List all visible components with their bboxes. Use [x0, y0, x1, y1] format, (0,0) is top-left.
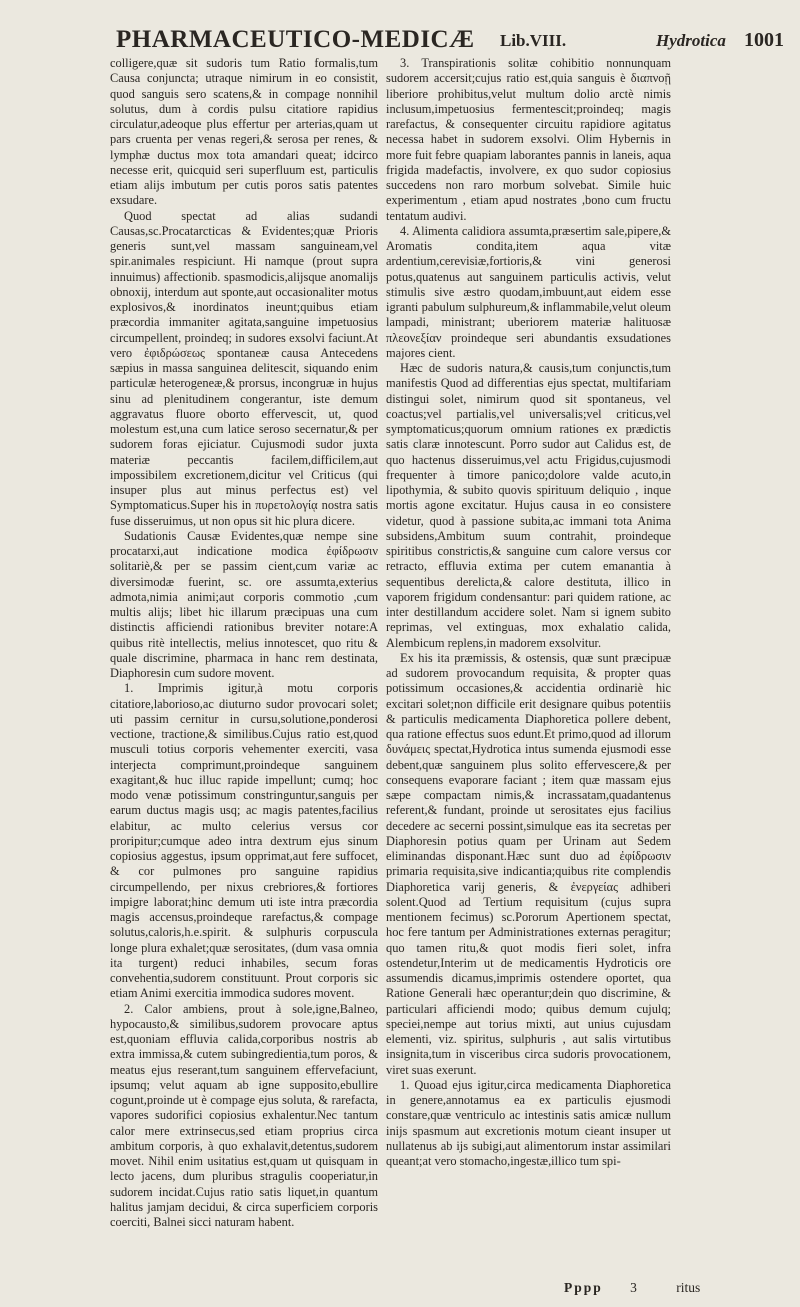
book-number: Lib.VIII.	[500, 31, 567, 50]
paragraph: Ex his ita præmissis, & ostensis, quæ sunt præcipuæ ad sudorem provocandum requisita, & propter quas potissimum occasiones,& accidentia ordinariè hic excitari solet;non difficile erit designare quibus potentiis & particulis medicamenta Diaphoretica pollere debent, qua ratione effectus suos edunt.Et primo,quod ad illorum δυνάμεις spectat,Hydrotica intus sumenda ejusmodi esse debent,quæ sanguinem plus solito effervescere,& per consequens evaporare faciant ; item quæ massam ejus sæpe compactam nimis,& incrassatam,quadantenus referent,& fundant, proinde ut serositates ejus facilius decedere ac secerni possint,simulque eas ita secretas per Diaphoresin potius quam per Urinam aut Sedem eliminandas disponant.Hæc sunt duo ad ἐφίδρωσιν primaria requisita,sive indicantia;quibus rite complendis Diaphoretica varij generis, & ἐνεργείας adhiberi solent.Quod ad Tertium requisitum (cujus supra mentionem fecimus) sc.Pororum Apertionem spectat, hoc fere tantum per Administrationes externas peragitur; quo tamen ritu,& quot modis fieri solet, infra ostendetur,Interim ut de medicamentis Hydroticis ore assumendis dicamus,imprimis ostendere oportet, qua Ratione Generali hæc operantur;dein quo discrimine, & particulari afficiendi modo; quibus demum cujulq; speciei,nempe aut torius mixti, aut unius cujusdam elementi, viz. spiritus, sulphuris , aut salis virtutibus insignita,tum in visceribus circa sudoris provocationem, viret suas exerunt.	[386, 650, 671, 1077]
catchword: ritus	[676, 1280, 701, 1295]
left-column	[110, 56, 378, 1230]
paragraph: 1. Imprimis igitur,à motu corporis citatiore,laborioso,ac diuturno sudor provocari solet; uti passim cernitur in cursu,solutione,ponderosi vectione, tractione,& similibus.Cujus ratio est,quod musculi totius corporis vehementer exerciti, vasa interjecta comprimunt,proindeque sanguinem exagitant,& huc illuc rapide impellunt; cumq; hoc modo venæ potissimum constringuntur,sanguis per earum ductus magis usq; ac magis patentes,facilius elabitur, ac multo celerius versus cor proripitur;cumque adeo intra dextrum ejus sinum copiosius aggestus, ipsum opprimat,aut fere suffocet, & cor pulmones pro sanguine rapidius circumpellendo, per nixus crebriores,& fortiores impigre laborat;hinc demum uti iste intra præcordia magis accensus,proindeque rarefactus,& compage solutus,caloris,h.e.spirit. & sulphuris corpuscula longe plura exhalet;quæ serositates, (dum vasa omnia ita turgent) reduci inhabiles, secum foras convehentia,sudorem constituunt. Prout corporis sic etiam Animi exercitia immodica sudores movent.	[110, 681, 378, 1001]
paragraph: Hæc de sudoris natura,& causis,tum conjunctis,tum manifestis Quod ad differentias ejus spectat, multifariam distingui solet, nimirum quod sit spontaneus, vel coactus;vel partialis,vel universalis;vel criticus,vel symptomaticus;quorum omnium rationes ex prædictis satis claræ innotescunt. Porro sudor aut Calidus est, de quo hactenus disseruimus,vel actu Frigidus,cujusmodi frequenter à timore panico;dolore valde acuto,in lipothymia, & subito quovis spirituum deliquio , inque mortis agone excitatur. Hujus causa in eo consistere videtur, quod à passione subita,ac immani tota Anima subsidens,Ambitum suum contrahit, proindeque spiritibus constrictis,& sanguine cum calore versus cor retracto, effluvia extima per cutem emanantia à sequentibus derelicta,& calore destituta, illico in vaporem frigidum condensantur: pari quidem ratione, ac inter destillandum accidere solet. Nam si ignem subito reprimas, vel extinguas, mox exhalatio calida, Alembicum replens,in madorem exsolvitur.	[386, 361, 671, 650]
running-head	[116, 26, 788, 52]
signature-mark: Pppp	[564, 1280, 603, 1295]
signature-number: 3	[630, 1280, 637, 1295]
signature-line	[564, 1280, 700, 1296]
running-title: PHARMACEUTICO-MEDICÆ	[116, 26, 475, 53]
paragraph: 3. Transpirationis solitæ cohibitio nonnunquam sudorem accersit;cujus ratio est,quia sanguis è διαπνοῇ liberiore prohibitus,velut multum dolio arctè nimis inclusum,impetuosius fermentescit;proindeq; magis rarefactus, & consequenter circuitu rapidiore agitatus necessa habet in sudorem exsolvi. Olim Hybernis in more fuit febre quapiam laborantes pannis in laneis, aqua frigida madefactis, involvere, ex quo sudor copiosius succedens non raro morbum solvebat. Simile huic experimentum , etiam apud nostrates ,bono cum fructu tentatum audivi.	[386, 56, 671, 223]
paragraph: 1. Quoad ejus igitur,circa medicamenta Diaphoretica in genere,annotamus ea ex particulis ejusmodi constare,quæ ventriculo ac intestinis satis amicæ nullum inijs spasmum aut excretionis motum cieant insuper ut nullatenus ab ijs subigi,aut alimentorum instar assimilari queant;at vero stomacho,ingestæ,illico tum spi-	[386, 1077, 671, 1168]
page-number: 1001	[744, 29, 784, 51]
paragraph: 2. Calor ambiens, prout à sole,igne,Balneo, hypocausto,& similibus,sudorem provocare aptus est,quoniam effluvia calida,corporibus nostris ab extra immissa,& cutem subingredientia,tum poros, & meatus ejus reserant,tum sanguinem effervefaciunt, ipsumq; velut aquam ab igne supposito,ebullire cogunt,proinde ut è compage ejus soluta, & rarefacta, vapores sudorifici copiosius exhalentur.Nec tantum calor mere extrinsecus,sed etiam proprius circa ambitum corporis, à quo exhalavit,detentus,sudorem movet. Nihil enim usitatius est,quam ut quisquam in lecto jacens, dum pluribus stragulis cooperiatur,in sudorem incidat.Cujus ratio satis liquet,in quantum halitus jamjam decidui, & circa superficiem corporis coerciti, Balnei sicci naturam habent.	[110, 1001, 378, 1229]
section-topic: Hydrotica	[656, 31, 726, 50]
paragraph: Quod spectat ad alias sudandi Causas,sc.Procatarcticas & Evidentes;quæ Prioris generis sunt,vel massam sanguineam,vel spir.animales respiciunt. Hi namque (prout supra innuimus) affectionib. spasmodicis,alijsque anomalijs obnoxij, interdum aut sponte,aut occasionaliter motus explosivos,& inordinatos ineunt;quibus etiam præcordia immaniter agitata,sanguine impetuosius circumpellent, proindeq; in sudores exsolvi faciunt.At vero ἐφιδρώσεως spontaneæ causa Antecedens sæpius in massa sanguinea delitescit, siquando enim particulæ heterogeneæ,& prorsus, incongruæ in hujus sinu ad plenitudinem congerantur, iste demum aggravatus fluore oborto effervescit, ut, quod molestum est,una cum latice seroso secernatur,& per sudorem foras ejiciatur. Cujusmodi sudor juxta materiæ peccantis facilem,difficilem,aut impossibilem excretionem,dicitur vel Criticus (qui insuper plus aut minus perfectus est) vel Symptomaticus.Super his in πυρετολογίᾳ nostra satis fuse disseruimus, ut non opus sit hic plura dicere.	[110, 208, 378, 528]
paragraph: 4. Alimenta calidiora assumta,præsertim sale,pipere,& Aromatis condita,item aqua vitæ ardentium,cerevisiæ,fortioris,& vini generosi potus,quatenus aut sanguinem particulis activis, velut stimulis sive æstro quodam,imbuunt,aut eidem esse igranti pabulum sulphureum,& inflammabile,velut oleum lampadi, ministrant; uberiorem materiæ halituosæ πλεονεξίαν proindeque seri abundantis exsudationes majores cient.	[386, 223, 671, 360]
paragraph: colligere,quæ sit sudoris tum Ratio formalis,tum Causa conjuncta; utraque nimirum in eo consistit, quod sanguis sero scatens,& in compage nonnihil solutus, dum à cordis pulsu citatiore rapidius circulatur,adeoque plus effertur per arterias,quam ut pars cruenta per venas regeri,& serosa per renes, & lymphæ ductus mox tota amandari queat; idcirco necesse erit, quicquid seri superfluum est, particulis etiam alijs imbutum per cutis poros satis patentes exsudare.	[110, 56, 378, 208]
right-column	[386, 56, 671, 1169]
paragraph: Sudationis Causæ Evidentes,quæ nempe sine procatarxi,aut indicatione modica ἐφίδρωσιν solitariè,& per se passim cient,cum variæ ac diversimodæ fuerint, sc. ore assumta,exterius admota,nimia animi;aut corporis commotio ,cum multis alijs; libet hic illarum præcipuas una cum distinctis afficiendi rationibus breviter notare:A quibus ritè intellectis, melius innotescet, quo ritu & quale discrimine, pharmaca in hanc rem destinata, Diaphoresin cum sudore movent.	[110, 528, 378, 680]
